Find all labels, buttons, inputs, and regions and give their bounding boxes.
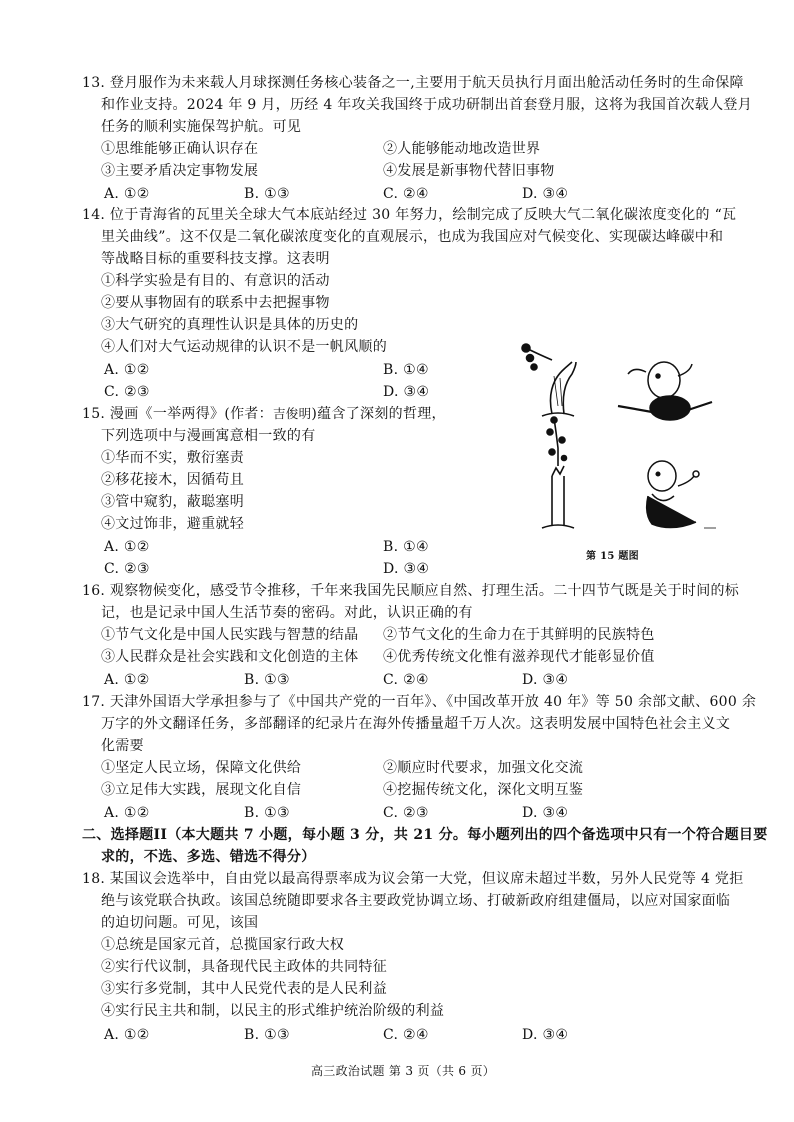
option-statement: ②移花接木，因循苟且	[101, 472, 244, 488]
option-statement: ④实行民主共和制，以民主的形式维护统治阶级的利益	[101, 1003, 445, 1019]
option-statement: ③主要矛盾决定事物发展	[101, 163, 259, 179]
answer-choice-d: D. ③④	[522, 186, 569, 202]
cartoon-tree-top	[522, 344, 576, 416]
question-stem-line: 化需要	[101, 738, 144, 754]
option-statement: ④挖掘传统文化，深化文明互鉴	[383, 782, 584, 798]
section-heading-line: 二、选择题II（本大题共 7 小题，每小题 3 分，共 21 分。每小题列出的四个备选项中只有一个符合题目要	[82, 827, 768, 843]
answer-choice-a: A. ①②	[104, 805, 150, 821]
answer-choice-a: A. ①②	[104, 539, 150, 555]
stem-text: )蕴含了深刻的哲理，	[311, 406, 446, 422]
option-statement: ①坚定人民立场，保障文化供给	[101, 760, 302, 776]
question-stem-line: 记，也是记录中国人生活节奏的密码。对此，认识正确的有	[101, 605, 473, 621]
answer-choice-a: A. ①②	[104, 1027, 150, 1043]
answer-choice-b: B. ①③	[244, 672, 290, 688]
cartoon-man-sitting	[647, 461, 716, 528]
option-statement: ④文过饰非，避重就轻	[101, 516, 244, 532]
answer-choice-a: A. ①②	[104, 186, 150, 202]
answer-choice-b: B. ①④	[383, 539, 429, 555]
option-statement: ②顺应时代要求，加强文化交流	[383, 760, 584, 776]
answer-choice-d: D. ③④	[522, 1027, 569, 1043]
question-stem-line: 任务的顺利实施保驾护航。可见	[101, 119, 302, 135]
question-stem-line: 14. 位于青海省的瓦里关全球大气本底站经过 30 年努力，绘制完成了反映大气二氧化碳浓度变化的 “瓦	[82, 207, 737, 223]
option-statement: ①科学实验是有目的、有意识的活动	[101, 273, 330, 289]
option-statement: ①华而不实，敷衍塞责	[101, 450, 244, 466]
question-stem-line: 17. 天津外国语大学承担参与了《中国共产党的一百年》、《中国改革开放 40 年》等 50 余部文献、600 余	[82, 694, 757, 710]
option-statement: ④人们对大气运动规律的认识不是一帆风顺的	[101, 339, 387, 355]
option-statement: ①总统是国家元首，总揽国家行政大权	[101, 937, 345, 953]
question-stem-line: 和作业支持。2024 年 9 月，历经 4 年攻关我国终于成功研制出首套登月服，这将为我国首次载人登月	[101, 97, 752, 113]
answer-choice-c: C. ②④	[383, 186, 429, 202]
answer-choice-b: B. ①③	[244, 186, 290, 202]
option-statement: ②人能够能动地改造世界	[383, 141, 541, 157]
question-stem-line: 16. 观察物候变化，感受节令推移，千年来我国先民顺应自然、打理生活。二十四节气既是关于时间的标	[82, 583, 740, 599]
question-stem-line: 里关曲线”。这不仅是二氧化碳浓度变化的直观展示，也成为我国应对气候变化、实现碳达峰碳中和	[101, 229, 724, 245]
answer-choice-b: B. ①④	[383, 362, 429, 378]
question-stem-line: 等战略目标的重要科技支撑。这表明	[101, 251, 330, 267]
answer-choice-d: D. ③④	[383, 561, 430, 577]
answer-choice-d: D. ③④	[383, 384, 430, 400]
answer-choice-d: D. ③④	[522, 672, 569, 688]
question-stem-line: 下列选项中与漫画寓意相一致的有	[101, 428, 316, 444]
option-statement: ①节气文化是中国人民实践与智慧的结晶	[101, 627, 359, 643]
answer-choice-c: C. ②④	[383, 672, 429, 688]
question-stem-line: 18. 某国议会选举中，自由党以最高得票率成为议会第一大党，但议席未超过半数，另外人民党等 4 党拒	[82, 871, 744, 887]
cartoon-figure	[512, 336, 722, 542]
answer-choice-c: C. ②③	[383, 805, 429, 821]
option-statement: ③人民群众是社会实践和文化创造的主体	[101, 649, 359, 665]
option-statement: ①思维能够正确认识存在	[101, 141, 259, 157]
answer-choice-b: B. ①③	[244, 805, 290, 821]
answer-choice-b: B. ①③	[244, 1027, 290, 1043]
question-stem-line	[82, 405, 446, 423]
option-statement: ②要从事物固有的联系中去把握事物	[101, 295, 330, 311]
option-statement: ④发展是新事物代替旧事物	[383, 163, 555, 179]
option-statement: ③立足伟大实践，展现文化自信	[101, 782, 302, 798]
option-statement: ②节气文化的生命力在于其鲜明的民族特色	[383, 627, 655, 643]
option-statement: ③管中窥豹，蔽聪塞明	[101, 494, 244, 510]
option-statement: ③大气研究的真理性认识是具体的历史的	[101, 317, 359, 333]
answer-choice-d: D. ③④	[522, 805, 569, 821]
stem-text: 15. 漫画《一举两得》(作者：	[82, 406, 273, 422]
answer-choice-c: C. ②③	[104, 561, 150, 577]
section-heading-line: 求的，不选、多选、错选不得分）	[101, 849, 316, 865]
page-footer: 高三政治试题 第 3 页（共 6 页）	[311, 1064, 496, 1078]
question-stem-line: 的迫切问题。可见，该国	[101, 915, 259, 931]
answer-choice-a: A. ①②	[104, 672, 150, 688]
option-statement: ②实行代议制，具备现代民主政体的共同特征	[101, 959, 387, 975]
cartoon-man-running	[618, 362, 712, 420]
question-stem-line: 13. 登月服作为未来载人月球探测任务核心装备之一,主要用于航天员执行月面出舱活动任务时的生命保障	[82, 75, 744, 91]
answer-choice-c: C. ②④	[383, 1027, 429, 1043]
question-stem-line: 万字的外文翻译任务，多部翻译的纪录片在海外传播量超千万人次。这表明发展中国特色社会主义文	[101, 716, 731, 732]
question-stem-line: 绝与该党联合执政。该国总统随即要求各主要政党协调立场、打破新政府组建僵局，以应对国家面临	[101, 893, 731, 909]
option-statement: ③实行多党制，其中人民党代表的是人民利益	[101, 981, 387, 997]
answer-choice-a: A. ①②	[104, 362, 150, 378]
cartoon-author: 吉俊明	[272, 406, 312, 421]
answer-choice-c: C. ②③	[104, 384, 150, 400]
figure-caption: 第 15 题图	[586, 551, 639, 562]
cartoon-tree-bottom	[542, 417, 574, 528]
option-statement: ④优秀传统文化惟有滋养现代才能彰显价值	[383, 649, 655, 665]
